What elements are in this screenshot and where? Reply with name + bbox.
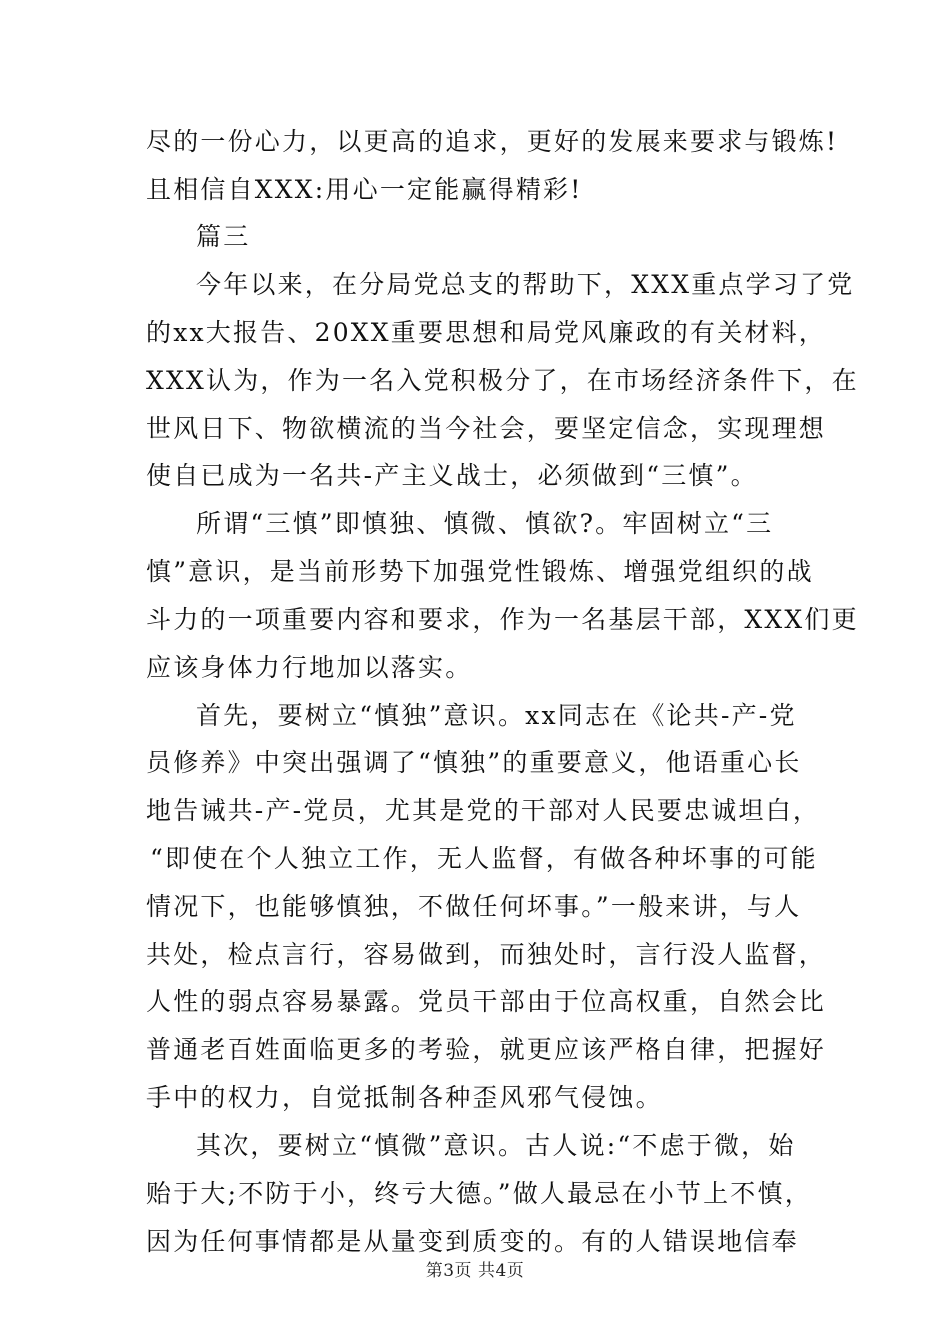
- text-line: 情况下，也能够慎独，不做任何坏事。”一般来讲，与人: [146, 892, 802, 921]
- section-heading: 篇三: [196, 222, 251, 251]
- text-line: 首先，要树立“慎独”意识。xx同志在《论共-产-党: [196, 701, 797, 730]
- text-line: 普通老百姓面临更多的考验，就更应该严格自律，把握好: [146, 1035, 827, 1064]
- text-line: 使自已成为一名共-产主义战士，必须做到“三慎”。: [146, 461, 758, 490]
- text-line: XXX认为，作为一名入党积极分了，在市场经济条件下，在: [146, 366, 859, 395]
- text-line: 人性的弱点容易暴露。党员干部由于位高权重，自然会比: [146, 987, 827, 1016]
- text-line: 世风日下、物欲横流的当今社会，要坚定信念，实现理想: [146, 414, 827, 443]
- page-number-footer: 第3页 共4页: [425, 1261, 525, 1281]
- text-line: 今年以来，在分局党总支的帮助下，XXX重点学习了党: [196, 270, 855, 299]
- text-line: “即使在个人独立工作，无人监督，有做各种坏事的可能: [150, 844, 818, 873]
- text-line: 手中的权力，自觉抵制各种歪风邪气侵蚀。: [146, 1083, 663, 1112]
- text-line: 的xx大报告、20XX重要思想和局党风廉政的有关材料，: [146, 318, 827, 347]
- text-line: 其次，要树立“慎微”意识。古人说:“不虑于微，始: [196, 1131, 796, 1160]
- text-line: 斗力的一项重要内容和要求，作为一名基层干部，XXX们更: [146, 605, 859, 634]
- text-line: 且相信自XXX:用心一定能赢得精彩!: [146, 175, 583, 204]
- text-line: 贻于大;不防于小，终亏大德。”做人最忌在小节上不慎，: [146, 1179, 812, 1208]
- text-line: 应该身体力行地加以落实。: [146, 653, 473, 682]
- text-line: 尽的一份心力，以更高的追求，更好的发展来要求与锻炼!: [146, 127, 839, 156]
- text-line: 因为任何事情都是从量变到质变的。有的人错误地信奉: [146, 1227, 799, 1256]
- text-line: 共处，检点言行，容易做到，而独处时，言行没人监督，: [146, 940, 827, 969]
- text-line: 所谓“三慎”即慎独、慎微、慎欲?。牢固树立“三: [196, 509, 774, 538]
- text-line: 慎”意识，是当前形势下加强党性锻炼、增强党组织的战: [146, 557, 814, 586]
- text-line: 员修养》中突出强调了“慎独”的重要意义，他语重心长: [146, 748, 802, 777]
- text-line: 地告诫共-产-党员，尤其是党的干部对人民要忠诚坦白，: [146, 796, 821, 825]
